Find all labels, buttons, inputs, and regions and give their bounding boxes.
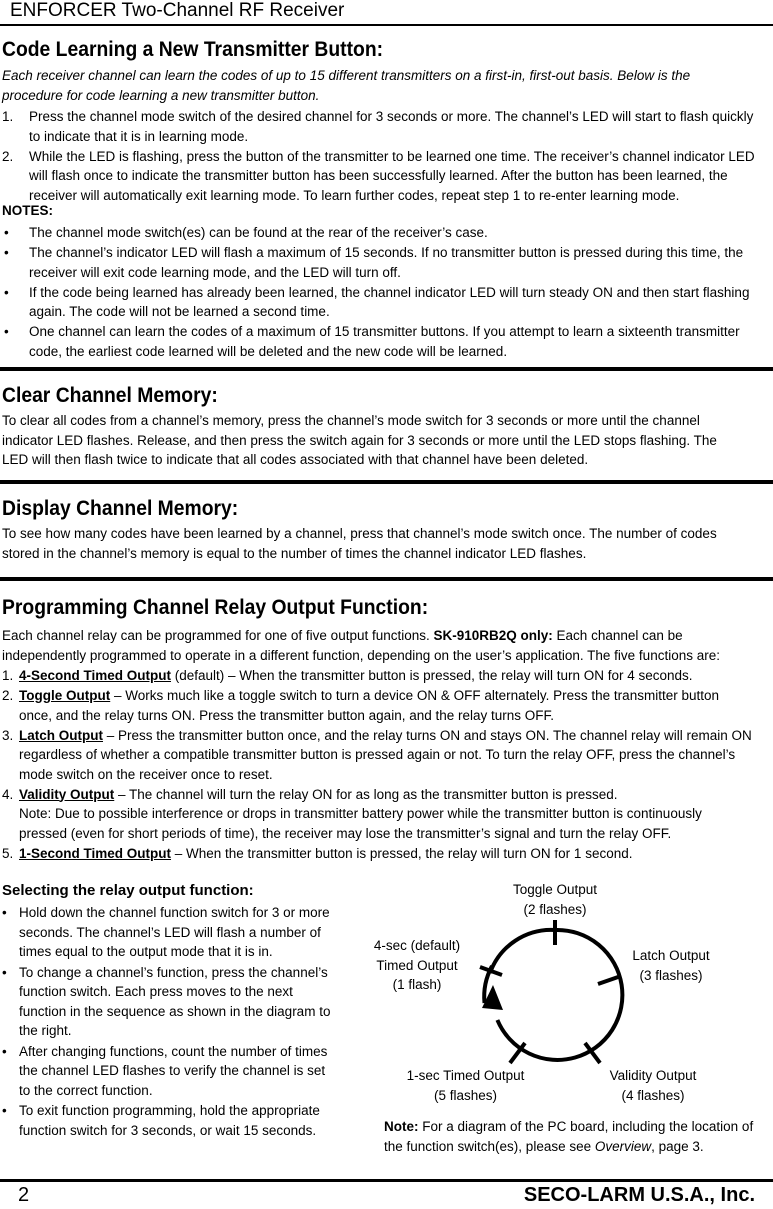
clear-text: To clear all codes from a channel’s memory, press the channel’s mode switch for 3 seconds or more until the channel indicator LED flashes. Release, and then press the switch again for 3 seconds or more until the LED stops flashing. The LED will then flash twice to indicate that all codes associated with that channel have been deleted. — [2, 413, 717, 467]
label-four-sec-output: 4-sec (default) Timed Output (1 flash) — [373, 938, 461, 992]
list-item: 2. Toggle Output – Works much like a toggle switch to turn a device ON & OFF alternately. Press the transmitter button once, and the relay turns ON. Press the transmitter button again, and the relay turns OFF. — [2, 688, 719, 723]
display-heading: Display Channel Memory: — [2, 497, 239, 520]
notes-label: NOTES: — [2, 203, 54, 218]
function-cycle-diagram — [470, 915, 640, 1075]
latch-tick — [598, 976, 621, 984]
list-item: 1. Press the channel mode switch of the desired channel for 3 seconds or more. The channel’s LED will start to flash quickly to indicate that it is in learning mode. — [2, 109, 754, 144]
document-title: ENFORCER Two-Channel RF Receiver — [10, 0, 345, 21]
company-name: SECO-LARM U.S.A., Inc. — [523, 1184, 755, 1206]
selecting-heading: Selecting the relay output function: — [2, 882, 254, 899]
list-item: • The channel mode switch(es) can be found at the rear of the receiver’s case. — [2, 223, 762, 243]
section-divider — [0, 480, 773, 484]
bullet-icon: • — [4, 225, 9, 240]
label-validity-output: Validity Output (4 flashes) — [609, 1068, 697, 1103]
learning-heading: Code Learning a New Transmitter Button: — [2, 38, 384, 61]
cycle-arc-top — [490, 930, 555, 973]
function-list — [2, 666, 752, 864]
learning-intro: Each receiver channel can learn the codes of up to 15 different transmitters on a first-in, first-out basis. Below is the procedure for code learning a new transmitter button. — [2, 68, 691, 103]
clear-heading: Clear Channel Memory: — [2, 384, 218, 407]
list-item: • One channel can learn the codes of a maximum of 15 transmitter buttons. If you attempt to learn a sixteenth transmitter code, the earliest code learned will be deleted and the new code will be learned. — [4, 324, 740, 359]
bullet-icon: • — [2, 1103, 7, 1118]
bullet-icon: • — [2, 1043, 7, 1059]
bullet-icon: • — [2, 905, 7, 920]
cycle-arc — [497, 930, 622, 1060]
section-divider — [0, 577, 773, 581]
list-item: • The channel’s indicator LED will flash a maximum of 15 seconds. If no transmitter button is pressed during this time, the receiver will exit code learning mode, and the LED will turn off. — [4, 245, 744, 280]
programming-intro: Each channel relay can be programmed for one of five output functions. SK-910RB2Q only: Each channel can be independently programmed to operate in a different function, depending on the user’s application. The five functions are: — [2, 628, 720, 663]
list-item: • To change a channel’s function, press the channel’s function switch. Each press moves to the next function in the sequence as shown in the diagram to the right. — [2, 964, 331, 1038]
validity-note: Note: Due to possible interference or drops in transmitter battery power while the transmitter button is continuously pressed (even for short periods of time), the receiver may lose the transmitter’s signal and turn the relay OFF. — [19, 806, 702, 841]
list-item: 5. 1-Second Timed Output – When the transmitter button is pressed, the relay will turn ON for 1 second. — [2, 845, 633, 861]
learning-steps — [2, 107, 762, 206]
display-text: To see how many codes have been learned by a channel, press that channel’s mode switch once. The number of codes stored in the channel’s memory is equal to the number of times the channel indicator LED flashes. — [2, 526, 717, 561]
page-header — [0, 0, 773, 26]
list-item: • Hold down the channel function switch for 3 or more seconds. The channel’s LED will flash a number of times equal to the output mode that it is in. — [2, 905, 330, 959]
list-item: 3. Latch Output – Press the transmitter button once, and the relay turns ON and stays ON. The channel relay will remain ON regardless of whether a compatible transmitter button is pressed again or not. To turn the relay OFF, press the channel’s mode switch on the receiver once to reset. — [2, 727, 752, 782]
bullet-icon: • — [4, 245, 9, 260]
bullet-icon: • — [2, 964, 7, 980]
list-item: 2. While the LED is flashing, press the button of the transmitter to be learned one time. The receiver’s channel indicator LED will flash once to indicate the transmitter button has been successfully learned. After the button has been learned, the receiver will automatically exit learning mode. To learn further codes, repeat step 1 to re-enter learning mode. — [2, 148, 755, 203]
learning-notes — [2, 223, 762, 362]
bullet-icon: • — [4, 324, 9, 339]
footer-divider — [0, 1179, 773, 1182]
label-latch-output: Latch Output (3 flashes) — [632, 948, 710, 983]
bullet-icon: • — [4, 284, 9, 300]
list-item: • If the code being learned has already been learned, the channel indicator LED will turn steady ON and then start flashing again. The code will not be learned a second time. — [4, 284, 750, 319]
page-number: 2 — [18, 1184, 30, 1206]
list-item: 4. Validity Output – The channel will turn the relay ON for as long as the transmitter button is pressed. Note: Due to possible interference or drops in transmitter battery power while the transmitter button is continuously pressed (even for short periods of time), the receiver may lose the transmitter’s signal and turn the relay OFF. — [2, 786, 702, 841]
label-toggle-output: Toggle Output (2 flashes) — [512, 882, 598, 917]
selecting-list — [2, 903, 338, 1141]
list-item: 1. 4-Second Timed Output (default) – When the transmitter button is pressed, the relay will turn ON for 4 seconds. — [2, 668, 693, 683]
pc-board-note: Note: For a diagram of the PC board, including the location of the function switch(es), please see Overview, page 3. — [384, 1119, 754, 1154]
label-one-sec-output: 1-sec Timed Output (5 flashes) — [406, 1068, 525, 1103]
list-item: • To exit function programming, hold the appropriate function switch for 3 seconds, or wait 15 seconds. — [2, 1103, 320, 1138]
programming-heading: Programming Channel Relay Output Function: — [2, 596, 429, 619]
list-item: • After changing functions, count the number of times the channel LED flashes to verify the channel is set to the correct function. — [2, 1043, 328, 1098]
section-divider — [0, 367, 773, 371]
